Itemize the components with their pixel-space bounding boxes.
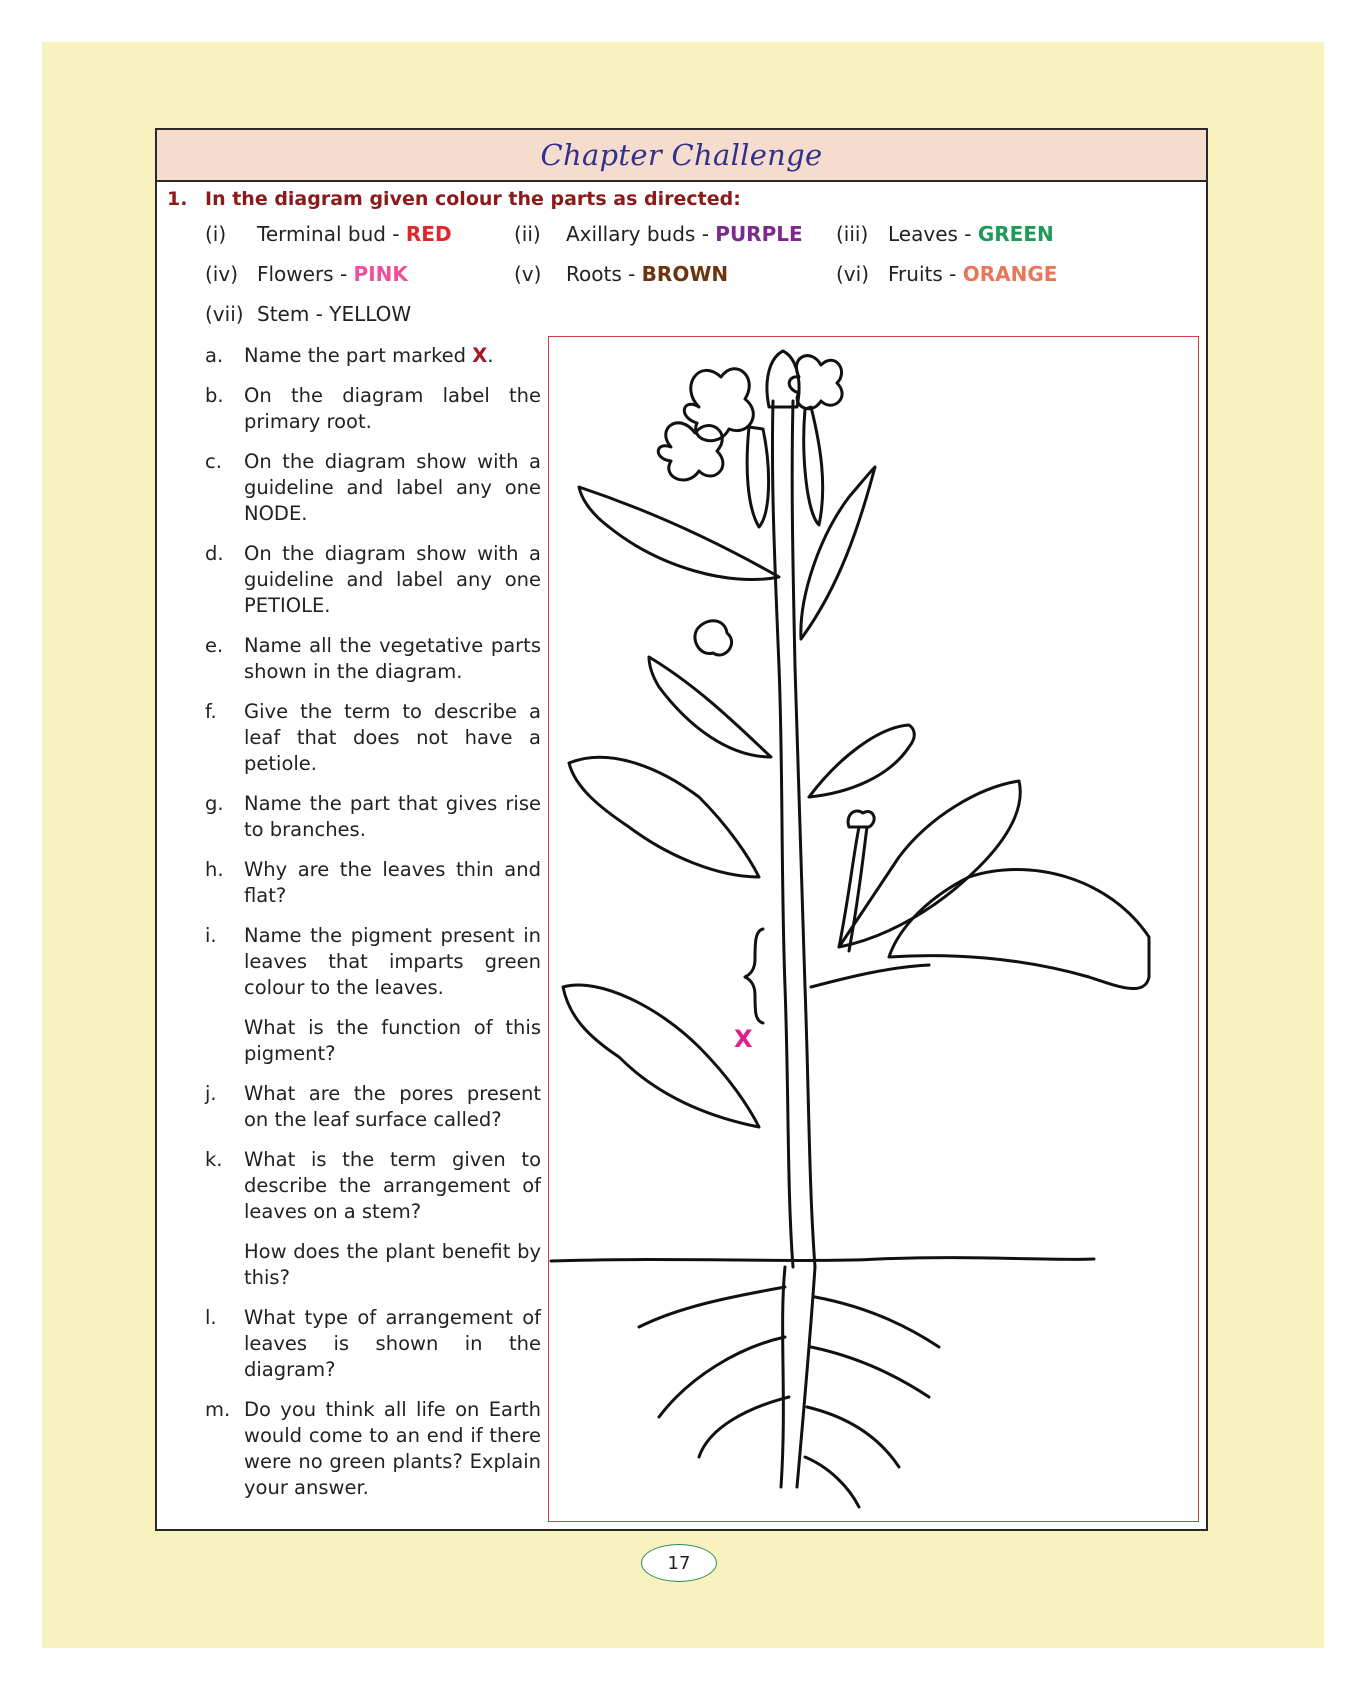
subquestion-list: [205, 343, 541, 1515]
list-item-followup: How does the plant benefit by this?: [244, 1240, 541, 1289]
direction-item: (vii) Stem - YELLOW: [205, 302, 412, 326]
main-stem-outline: [792, 401, 815, 1267]
list-item: j. What are the pores present on the leaf surface called?: [205, 1082, 541, 1131]
direction-item: (v) Roots - BROWN: [514, 262, 729, 286]
x-brace: [745, 929, 763, 1023]
plant-drawing: [549, 337, 1197, 1520]
question-text: In the diagram given colour the parts as directed:: [205, 188, 741, 210]
list-item: d. On the diagram show with a guideline and label any one PETIOLE.: [205, 542, 541, 617]
flower: [848, 811, 874, 827]
list-item-followup: What is the function of this pigment?: [244, 1016, 541, 1065]
direction-item: (ii) Axillary buds - PURPLE: [514, 222, 803, 246]
terminal-bud: [767, 351, 799, 407]
x-label: X: [734, 1025, 753, 1053]
root: [811, 1347, 929, 1397]
list-item: m. Do you think all life on Earth would come to an end if there were no green plants? Explain your answer.: [205, 1398, 541, 1499]
list-item: c. On the diagram show with a guideline and label any one NODE.: [205, 450, 541, 525]
lower-branch: [811, 965, 929, 987]
direction-item: (iv) Flowers - PINK: [205, 262, 408, 286]
primary-root: [781, 1267, 815, 1487]
list-item: f. Give the term to describe a leaf that does not have a petiole.: [205, 700, 541, 775]
direction-item: (iii) Leaves - GREEN: [836, 222, 1054, 246]
leaf: [569, 757, 759, 877]
root: [807, 1407, 899, 1467]
flower: [695, 621, 732, 655]
flower: [789, 356, 842, 409]
list-item: k. What is the term given to describe the arrangement of leaves on a stem?: [205, 1148, 541, 1223]
question-heading: [167, 188, 741, 210]
direction-item: (vi) Fruits - ORANGE: [836, 262, 1058, 286]
leaf: [801, 467, 875, 639]
leaf: [809, 725, 914, 797]
direction-item: (i) Terminal bud - RED: [205, 222, 452, 246]
fruit-pod: [747, 427, 768, 527]
page-number: 17: [641, 1544, 717, 1582]
leaf: [649, 657, 771, 757]
soil-line: [551, 1258, 1094, 1261]
branch: [839, 827, 867, 951]
root: [699, 1397, 789, 1457]
list-item: g. Name the part that gives rise to branches.: [205, 792, 541, 841]
plant-diagram: [548, 336, 1199, 1522]
leaf: [839, 781, 1020, 947]
leaf: [889, 870, 1149, 989]
fruit-pod: [804, 407, 823, 525]
leaf: [563, 985, 759, 1127]
main-stem: [772, 401, 793, 1267]
chapter-challenge-header: [157, 130, 1206, 182]
list-item: i. Name the pigment present in leaves that imparts green colour to the leaves.: [205, 924, 541, 999]
chapter-challenge-box: [155, 128, 1208, 1531]
list-item: l. What type of arrangement of leaves is shown in the diagram?: [205, 1306, 541, 1381]
list-item: h. Why are the leaves thin and flat?: [205, 858, 541, 907]
list-item: a. Name the part marked X.: [205, 344, 494, 367]
root: [815, 1297, 939, 1347]
page-title: Chapter Challenge: [540, 138, 823, 172]
root: [639, 1287, 785, 1327]
list-item: b. On the diagram label the primary root.: [205, 384, 541, 433]
list-item: e. Name all the vegetative parts shown in the diagram.: [205, 634, 541, 683]
root: [805, 1457, 859, 1507]
question-number: 1.: [167, 188, 188, 210]
flower: [658, 423, 723, 480]
